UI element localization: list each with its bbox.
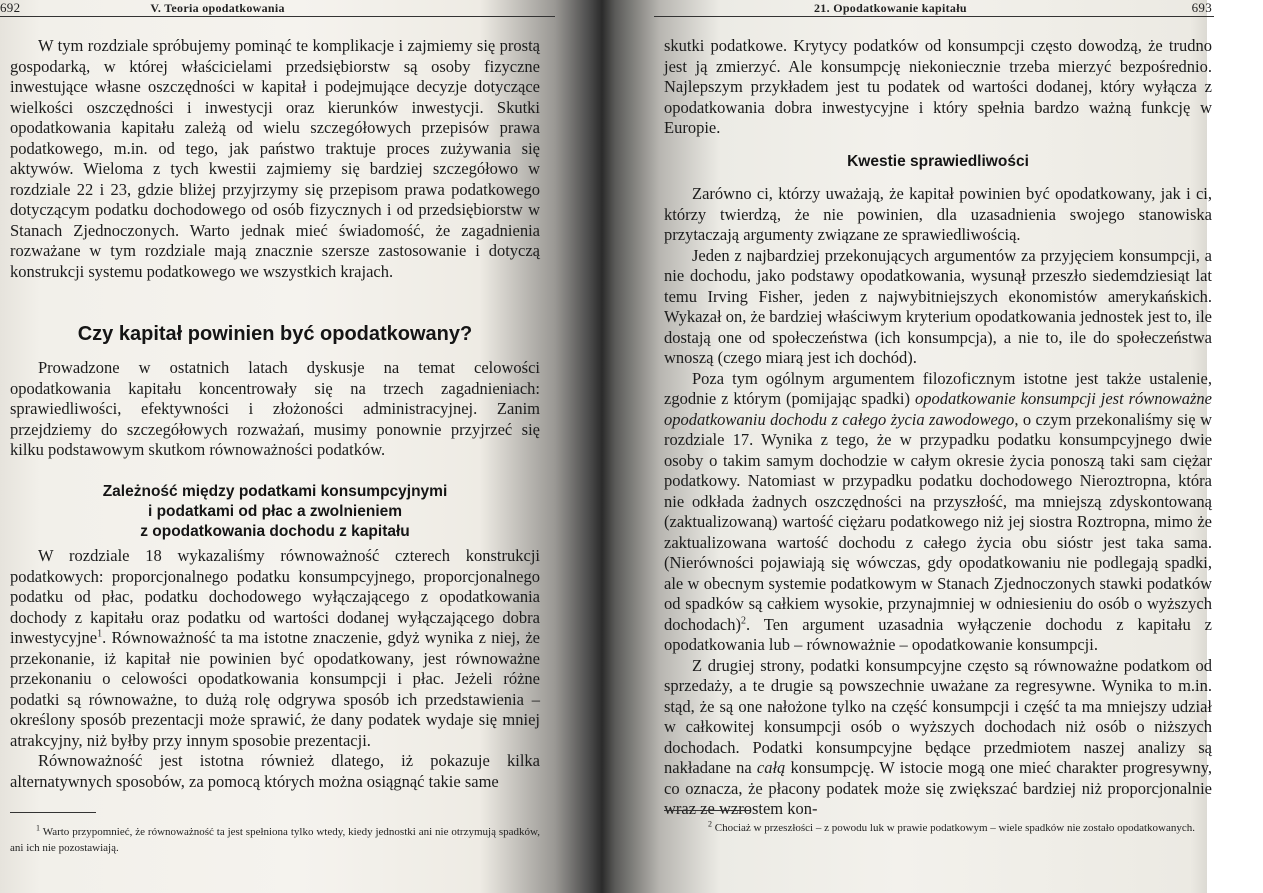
right-section-body: [664, 184, 1212, 820]
paragraph-chapter-18: [10, 546, 540, 751]
paragraph-fairness-1: Zarówno ci, którzy uważają, że kapitał powinien być opodatkowany, jak i ci, którzy twierdzą, że nie powinien, dla uzasadnienia swojego stanowiska przytaczają argumenty związane ze sprawiedliwością.: [664, 184, 1212, 244]
paragraph-regressive: [664, 656, 1212, 820]
left-footnote: [10, 824, 540, 856]
left-subheading-block: [10, 482, 540, 542]
para-3-text-c: . Ten argument uzasadnia wyłączenie dochodu z kapitału z opodatkowania lub – równoważnie – opodatkowanie konsumpcji.: [664, 614, 1212, 654]
right-continuation-block: [664, 36, 1212, 139]
heading-paragraph: Prowadzone w ostatnich latach dyskusje na temat celowości opodatkowania kapitału koncentrowały się na trzech zagadnieniach: sprawiedliwości, efektywności i złożoności administracyjnej. Zanim przejdziemy do szczegółowych rozważań, musimy ponownie przyjrzeć się kilku podstawowym skutkom równoważności podatków.: [10, 358, 540, 459]
para-3-emphasis: opodatkowanie konsumpcji jest równoważne opodatkowaniu dochodu z całego życia zawodowego: [664, 389, 1212, 429]
left-footnote-mark: 1: [36, 823, 40, 833]
right-running-head: [654, 0, 1214, 17]
footnote-ref-2: 2: [740, 615, 746, 626]
paragraph-fisher: Jeden z najbardziej przekonujących argumentów za przyjęciem konsumpcji, a nie dochodu, jako podstawy opodatkowania, wysunął przeszło siedemdziesiąt lat temu Irving Fisher, jeden z najwybitniejszych ekonomistów amerykańskich. Wykazał on, że bardziej właściwym kryterium opodatkowania jednostek jest to, ile dostają one od społeczeństwa (ich konsumpcja), a nie to, ile do społeczeństwa wnoszą (czego miarą jest ich dochód).: [664, 245, 1212, 367]
footnote-ref-1: 1: [97, 628, 103, 640]
right-page: [612, 0, 1212, 893]
left-footnote-text: Warto przypomnieć, że równoważność ta jest spełniona tylko wtedy, kiedy jednostki ani nie otrzymują spadków, ani ich nie pozostawiają.: [10, 826, 540, 854]
para-4-text-a: Z drugiej strony, podatki konsumpcyjne często są równoważne podatkom od sprzedaży, a te drugie są powszechnie uważane za regresywne. Wynika to m.in. stąd, że są one nałożone tylko na część konsumpcji i część ta ma mniejszy udział w całkowitej konsumpcji osób o wyższych dochodach niż osób o niższych dochodach. Podatki konsumpcyjne będące przedmiotem naszej analizy są nakładane na: [664, 655, 1212, 777]
subheading-line-2: i podatkami od płac a zwolnieniem: [147, 503, 403, 520]
section-heading-fairness: Kwestie sprawiedliwości: [847, 153, 1029, 170]
right-footnote-mark: 2: [708, 819, 712, 829]
left-running-head: [0, 0, 555, 17]
paragraph-equivalence: Równoważność jest istotna również dlatego, iż pokazuje kilka alternatywnych sposobów, za pomocą których można osiągnąć takie same: [10, 751, 540, 791]
right-heading-block: [664, 152, 1212, 172]
para-18-text-a: W rozdziale 18 wykazaliśmy równoważność czterech konstrukcji podatkowych: proporcjonalnego podatku konsumpcyjnego, proporcjonalnego podatku od płac, podatku dochodowego wyłączającego z opodatkowania dochody z kapitału oraz podatku od wartości dodanej wyłączającego dobra inwestycyjne: [10, 546, 540, 647]
para-4-emphasis: całą: [756, 758, 786, 777]
right-footnote: [664, 820, 1212, 836]
subheading-line-3: z opodatkowania dochodu z kapitału: [140, 523, 410, 540]
paragraph-lifetime-income: [664, 369, 1212, 656]
section-heading-capital-tax: Czy kapitał powinien być opodatkowany?: [77, 323, 473, 345]
left-subsection-body: [10, 546, 540, 792]
right-footnote-rule: [664, 810, 750, 811]
left-running-title: V. Teoria opodatkowania: [150, 0, 285, 15]
right-page-number: 693: [1191, 0, 1212, 15]
right-running-title: 21. Opodatkowanie kapitału: [814, 0, 967, 15]
left-section-body: [10, 358, 540, 461]
left-footnote-rule: [10, 812, 96, 813]
left-intro-block: [10, 36, 540, 282]
right-footnote-text: Chociaż w przeszłości – z powodu luk w prawie podatkowym – wiele spadków nie zostało opodatkowanych.: [714, 822, 1195, 834]
para-4-text-b: konsumpcję. W istocie mogą one mieć charakter progresywny, co oznacza, że płacony podatek może się zwiększać bardziej niż proporcjonalnie wraz ze wzrostem kon-: [664, 758, 1212, 818]
subheading-line-1: Zależność między podatkami konsumpcyjnymi: [102, 483, 448, 500]
intro-paragraph: W tym rozdziale spróbujemy pominąć te komplikacje i zajmiemy się prostą gospodarką, w której właścicielami przedsiębiorstw są osoby fizyczne inwestujące własne oszczędności w kapitał i podejmujące decyzje dotyczące wielkości oszczędności i inwestycji oraz kierunków inwestycji. Skutki opodatkowania kapitału zależą od wielu szczegółowych przepisów prawa podatkowego, m.in. od tego, jak państwo traktuje proces zużywania się aktywów. Wieloma z tych kwestii zajmiemy się bardziej szczegółowo w rozdziale 22 i 23, gdzie bliżej przyjrzymy się przepisom prawa podatkowego dotyczącym podatku dochodowego od osób fizycznych i od przedsiębiorstw w Stanach Zjednoczonych. Warto jednak mieć świadomość, że zagadnienia rozważane w tym rozdziale mają znacznie szersze zastosowanie i dotyczą konstrukcji systemu podatkowego we wszystkich krajach.: [10, 36, 540, 281]
para-18-text-b: . Równoważność ta ma istotne znaczenie, gdyż wynika z niej, że przekonanie, iż kapitał nie powinien być opodatkowany, jest równoważne przekonaniu o celowości opodatkowania konsumpcji i płac. Jeżeli różne podatki są równoważne, to dużą rolę odgrywa sposób ich przedstawienia – określony sposób prezentacji może sprawić, że dany podatek wydaje się mniej atrakcyjny, niż byłby przy innym sposobie prezentacji.: [10, 628, 540, 750]
left-page-number: 692: [0, 0, 21, 15]
left-page: [0, 0, 600, 893]
left-section-heading-block: [10, 322, 540, 346]
para-3-text-a: Poza tym ogólnym argumentem filozoficznym istotne jest także ustalenie, zgodnie z którym (pomijając spadki): [664, 368, 1212, 408]
continuation-paragraph: skutki podatkowe. Krytycy podatków od konsumpcji często dowodzą, że trudno jest ją zmierzyć. Ale konsumpcję niekoniecznie trzeba mierzyć bezpośrednio. Najlepszym przykładem jest tu podatek od wartości dodanej, który wyłącza z opodatkowania dobra inwestycyjne i który spełnia bardzo ważną funkcję w Europie.: [664, 36, 1212, 137]
para-3-text-b: , o czym przekonaliśmy się w rozdziale 17. Wynika z tego, że w przypadku podatku konsumpcyjnego dwie osoby o takim samym dochodzie w całym okresie życia ponoszą taki sam ciężar podatkowy. Natomiast w przypadku podatku dochodowego Nieroztropna, która nie odkłada żadnych oszczędności na przyszłość, ma mniejszą zdyskontowaną (zaktualizowaną) wartość ciężaru podatkowego niż jej siostra Roztropna, mimo że zaktualizowana wartość dochodu z całego życia obu sióstr jest taka sama. (Nierówności pojawiają się wówczas, gdy opodatkowaniu nie podlegają spadki, ale w obecnym systemie podatkowym w Stanach Zjednoczonych stawki podatków od spadków są całkiem wysokie, przynajmniej w odniesieniu do osób o wyższych dochodach): [664, 409, 1212, 634]
